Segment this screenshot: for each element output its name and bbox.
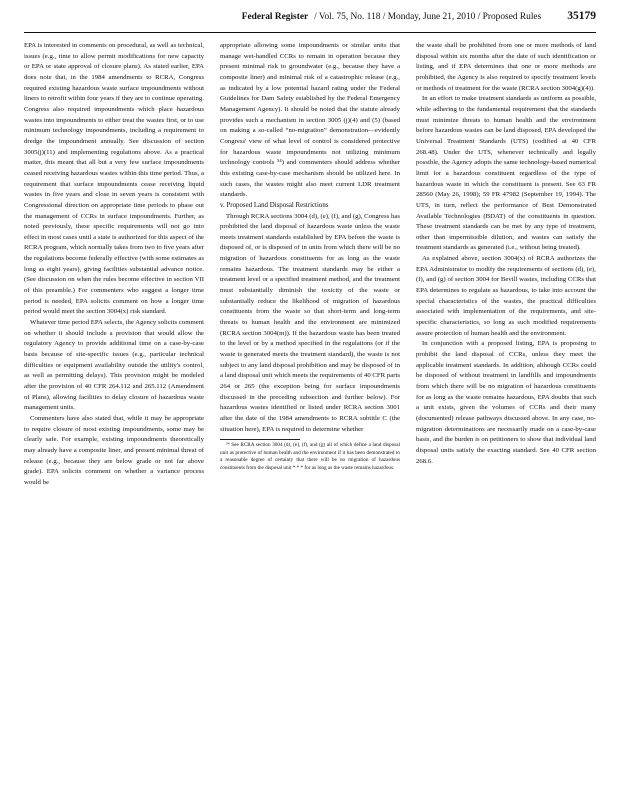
footnote: ⁵⁴ See RCRA section 3004 (d), (e), (f), and (g) all of which define a land disposal unit as protective of human health and the environment if it has been demonstrated to a reasonable degree of certainty that there will be no migration of hazardous constituents from the disposal unit * * * for as long as the waste remains hazardous. <box>220 442 400 472</box>
footnote-divider <box>220 439 300 440</box>
paragraph: Whatever time period EPA selects, the Agency solicits comment on whether it should include a provision that would allow the regulatory Agency to provide additional time on a case-by-case basis because of site-specific issues (e.g., particular technical difficulties or equipment availability outside the utility's control, as well as permitting delays). This provision might be modeled after the provision of 40 CFR 264.112 and 265.112 (Amendment of Plans), allowing facilities to delay closure of hazardous waste management units. <box>24 319 204 412</box>
column-3 <box>416 41 596 467</box>
page-number: 35179 <box>567 10 596 22</box>
volume-issue-date: / Vol. 75, No. 118 / Monday, June 21, 2010 / Proposed Rules <box>314 12 542 22</box>
paragraph: As explained above, section 3004(x) of RCRA authorizes the EPA Administrator to modify the requirements of sections (d), (e), (f), and (g) of section 3004 for Bevill wastes, including CCRs that EPA determines to regulate as hazardous, to take into account the special characteristics of the wastes, the practical difficulties associated with implementation of the requirements, and site-specific characteristics, so long as such modified requirements assure protection of human health and the environment. <box>416 255 596 337</box>
text-columns <box>24 41 596 781</box>
section-heading: v. Proposed Land Disposal Restrictions <box>220 201 329 209</box>
paragraph: In an effort to make treatment standards as uniform as possible, while adhering to the fundamental requirement that the standards must minimize threats to human health and the environment before hazardous wastes can be land disposed, EPA developed the Universal Treatment Standards (UTS) (codified at 40 CFR 268.48). Under the UTS, whenever technically and legally possible, the Agency adopts the same technology-based numerical limit for a hazardous constituent regardless of the type of hazardous waste in which the constituent is present. See 63 FR 28560 (May 26, 1998); 59 FR 47982 (September 19, 1994). The UTS, in turn, reflect the performance of Best Demonstrated Available Technologies (BDAT) of the constituents in question. These treatment standards can be met by any type of treatment, other than impermissible dilution, and wastes can satisfy the treatment standards as generated (i.e., without being treated). <box>416 95 596 252</box>
column-1 <box>24 41 204 489</box>
paragraph: Through RCRA sections 3004 (d), (e), (f), and (g), Congress has prohibited the land disposal of hazardous waste unless the waste meets treatment standards established by EPA before the waste is disposed of, or is disposed of in units from which there will be no migration of hazardous constituents for as long as the waste remains hazardous. The treatment standards may be either a treatment level or a specified treatment method, and the treatment must substantially diminish the toxicity of the waste or substantially reduce the likelihood of migration of hazardous constituents from the waste so that short-term and long-term threats to human health and the environment are minimized (RCRA section 3004(m)). If the hazardous waste has been treated to the level or by a method specified in the regulations (or if the waste is generated meets the treatment standard), the waste is not subject to any land disposal prohibition and may be disposed of in a land disposal unit which meets the requirements of 40 CFR parts 264 or 265 (the exception being for surface impoundments discussed in the preceding subsection and further below). For hazardous wastes identified or listed under RCRA section 3001 after the date of the 1984 amendments to RCRA subtitle C (the situation here), EPA is required to determine whether <box>220 212 400 433</box>
column-2 <box>220 41 400 473</box>
publication-title: Federal Register <box>241 12 309 22</box>
paragraph: appropriate allowing some impoundments or similar units that manage wet-handled CCRs to remain in operation because they present minimal risk to groundwater (e.g., because they have a composite liner) and minimal risk of a catastrophic release (e.g., as indicated by a low potential hazard rating under the Federal Guidelines for Dam Safety established by the Federal Emergency Management Agency). It should be noted that the statute already provides such a mechanism in section 3005 (j)(4) and (5) (based on making a so-called “no-migration” demonstration—evidently Congress' view of what level of control is considered protective for hazardous waste impoundments not utilizing minimum technology controls ⁵⁴) and commenters should address whether this existing case-by-case mechanism should be utilized here. In such cases, the wastes might also meet current LDR treatment standards. <box>220 42 400 199</box>
paragraph: the waste shall be prohibited from one or more methods of land disposal within six months after the date of such identification or listing, and if EPA determines that one or more methods are prohibited, the Agency is also required to specify treatment levels or methods of treatment for the waste (RCRA section 3004(g)(4)). <box>416 42 596 92</box>
paragraph: EPA is interested in comments on procedural, as well as technical, issues (e.g., time to allow permit modifications for new capacity or EPA or state approval of closure plans). As stated earlier, EPA does note that, in the 1984 amendments to RCRA, Congress required existing hazardous waste surface impoundments without liners to retrofit within four years if they are to continue operating. Congress also required impoundments which place hazardous wastes into impoundments to either treat the wastes first, or to use minimum technology impoundments, including a requirement to dredge the impoundment annually. See discussion of section 3005(j)(11) and implementing regulations above. As a practical matter, this meant that all but a very few surface impoundments ceased receiving hazardous wastes within this time period. Thus, a requirement that surface impoundments cease receiving liquid wastes in five years and close in seven years is consistent with Congressional direction on appropriate time periods to phase out the management of CCRs in surface impoundments. Further, as noted previously, these specific requirements will not go into effect in most cases until a state is authorized for this aspect of the RCRA program, which normally takes from two to five years after the regulations become federally effective (with some estimates as long as eight years), giving facilities substantial advance notice. (See discussion on when the rules become effective in section VII of this preamble.) For commenters who suggest a longer time period is needed, EPA solicits comment on how a longer time period would meet the section 3004(x) risk standard. <box>24 42 204 316</box>
paragraph: In conjunction with a proposed listing, EPA is proposing to prohibit the land disposal of CCRs, unless they meet the applicable treatment standards. In addition, although CCRs could be disposed of without treatment in landfills and impoundments from which there will be no migration of hazardous constituents for as long as the waste remains hazardous, EPA doubts that such a unit exists, given the volumes of CCRs and their many (documented) release pathways discussed above. In any case, no-migration determinations are necessarily made on a case-by-case basis, and the burden is on petitioners to show that individual land disposal units satisfy the exacting standard. See 40 CFR section 268.6. <box>416 340 596 465</box>
running-header <box>24 10 596 33</box>
paragraph: Commenters have also stated that, while it may be appropriate to require closure of most existing impoundments, some may be clearly safe. For example, existing impoundments theoretically may already have a composite liner, and present minimal threat of release (e.g., because they are below grade or not far above grade). EPA solicits comment on whether a variance process would be <box>24 414 204 486</box>
